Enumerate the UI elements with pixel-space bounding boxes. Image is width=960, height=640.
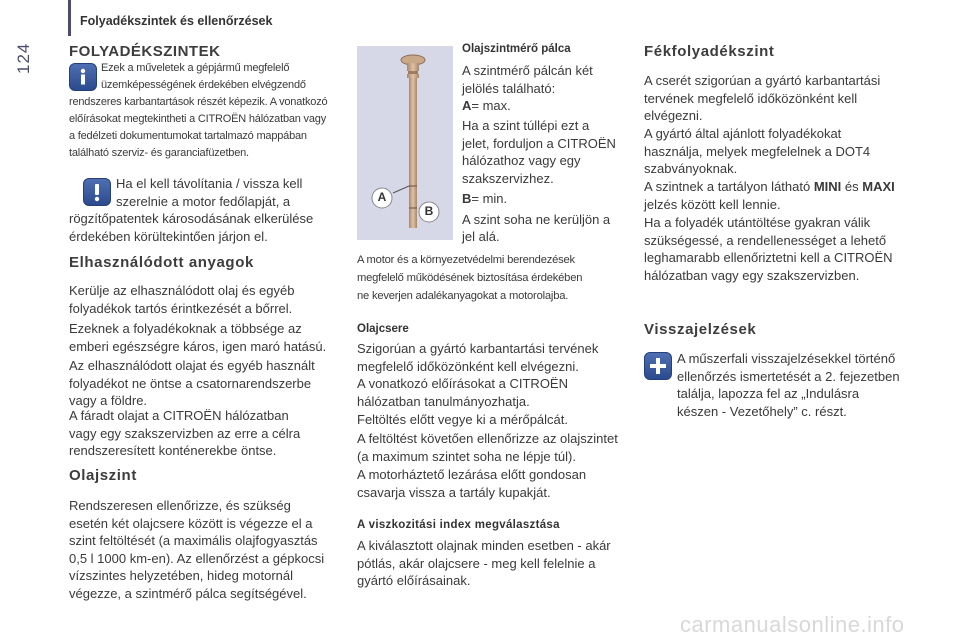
text-run: és bbox=[841, 179, 863, 194]
dipstick-paragraph-2 bbox=[462, 117, 642, 187]
text-line: ellenőrzés ismertetését a 2. fejezetben bbox=[677, 368, 900, 384]
warning-line: rögzítőpatentek károsodásának elkerülése bbox=[69, 211, 314, 226]
text-line: folyadékok tartós érintkezését a bőrrel. bbox=[69, 300, 293, 316]
text-line: jelzés között kell lennie. bbox=[644, 196, 781, 212]
max-key: A bbox=[462, 98, 472, 113]
used-paragraph-2 bbox=[69, 320, 354, 355]
text-line: A feltöltést követően ellenőrizze az olajszintet bbox=[357, 431, 618, 446]
text-line: jelölés található: bbox=[462, 80, 556, 96]
warning-line: szerelnie a motor fedőlapját, a bbox=[116, 193, 291, 209]
page-number-wrap bbox=[4, 40, 44, 80]
max-text: = max. bbox=[471, 98, 511, 113]
section-title-brake bbox=[644, 43, 774, 60]
dipstick-title: Olajszintmérő pálca bbox=[462, 43, 571, 55]
max-line bbox=[462, 97, 632, 115]
min-line bbox=[462, 190, 632, 208]
text-line: hálózatban tanulmányozhatja. bbox=[357, 393, 530, 409]
info-note-line: rendszeres karbantartások részét képezik. A vonatkozó bbox=[69, 96, 328, 108]
text-line: találja, lapozza fel az „Indulásra bbox=[677, 386, 860, 401]
dipstick-drawing bbox=[357, 46, 453, 240]
text-line: Feltöltés előtt vegye ki a mérőpálcát. bbox=[357, 412, 568, 427]
text-line: A műszerfali visszajelzésekkel történő bbox=[677, 351, 896, 366]
brake-fluid-title: Fékfolyadékszint bbox=[644, 43, 775, 60]
text-line: folyadékot ne öntse a csatornarendszerbe bbox=[69, 375, 312, 391]
text-line: A motor és a környezetvédelmi berendezések bbox=[357, 254, 575, 266]
indicators-title: Visszajelzések bbox=[644, 321, 757, 338]
indicators-paragraph bbox=[677, 350, 927, 420]
mini-mark: MINI bbox=[813, 179, 842, 194]
info-icon-glyph bbox=[70, 64, 96, 90]
used-paragraph-3 bbox=[69, 357, 354, 410]
section-title-oil bbox=[69, 467, 137, 484]
info-note-line: a fedélzeti dokumentumokat tartalmazó mappában bbox=[69, 130, 307, 142]
brake-paragraph-1 bbox=[644, 72, 924, 125]
text-line: végezze, a szintmérő pálca segítségével. bbox=[69, 585, 307, 601]
text-line: szakszervizhez. bbox=[462, 170, 554, 186]
label-a: A bbox=[377, 190, 387, 204]
text-line: pótlás, akár olajcsere - meg kell felelnie a bbox=[357, 555, 596, 571]
text-line: Ha a folyadék utántöltése gyakran válik bbox=[644, 215, 871, 230]
text-line: Ezeknek a folyadékoknak a többsége az bbox=[69, 321, 302, 336]
text-line: szint feltöltését (a maximális olajfogyasztás bbox=[69, 533, 318, 548]
text-line: vagy a földre. bbox=[69, 393, 148, 408]
running-title: Folyadékszintek és ellenőrzések bbox=[80, 14, 273, 28]
plus-icon-glyph bbox=[645, 353, 671, 379]
text-line: A szintmérő pálcán két bbox=[462, 63, 593, 78]
text-line: készen - Vezetőhely” c. részt. bbox=[677, 403, 847, 419]
text-line: jel alá. bbox=[462, 229, 500, 244]
oil-change-paragraph-1 bbox=[357, 340, 642, 410]
text-line: tervének megfelelő időközönként kell bbox=[644, 90, 858, 106]
label-b: B bbox=[424, 204, 434, 218]
text-line: esetén két olajcsere között is végezze el a bbox=[69, 515, 313, 531]
text-line: gyártó előírásainak. bbox=[357, 573, 471, 588]
text-line: 0,5 l 1000 km-en). Az ellenőrzést a gépkocsi bbox=[69, 550, 325, 566]
text-line: Ha a szint túllépi ezt a bbox=[462, 118, 590, 133]
info-icon bbox=[69, 63, 97, 91]
section-title-fluids bbox=[69, 43, 220, 60]
dipstick-paragraph-1 bbox=[462, 62, 632, 115]
fluids-title: FOLYADÉKSZINTEK bbox=[69, 43, 221, 60]
oil-change-paragraph-4 bbox=[357, 466, 642, 501]
page-number: 124 bbox=[14, 42, 33, 74]
warning-line: érdekében körültekintően járjon el. bbox=[69, 228, 268, 244]
text-line: Az elhasználódott olajat és egyéb használt bbox=[69, 358, 315, 373]
used-paragraph-1 bbox=[69, 282, 354, 317]
dipstick-paragraph-3 bbox=[462, 190, 632, 246]
text-line: A fáradt olajat a CITROËN hálózatban bbox=[69, 408, 289, 423]
oil-change-paragraph-2 bbox=[357, 411, 642, 429]
info-note-head bbox=[101, 60, 351, 94]
additive-note bbox=[357, 251, 637, 305]
text-line: (a maximum szintet soha ne lépje túl). bbox=[357, 448, 576, 464]
plus-icon bbox=[644, 352, 672, 380]
warning-line: Ha el kell távolítania / vissza kell bbox=[116, 176, 303, 191]
oil-paragraph-1 bbox=[69, 497, 359, 602]
text-run: A szintnek a tartályon látható bbox=[644, 179, 814, 194]
text-line: ne keverjen adalékanyagokat a motorolajba. bbox=[357, 290, 569, 302]
text-line: elvégezni. bbox=[644, 108, 703, 123]
text-line: emberi egészségre káros, igen maró hatású. bbox=[69, 338, 327, 354]
text-line: A gyártó által ajánlott folyadékokat bbox=[644, 126, 842, 141]
info-note-line: üzemképességének érdekében elvégzendő bbox=[101, 79, 306, 91]
text-line: vagy egy szakszervizben az erre a célra bbox=[69, 425, 301, 441]
info-note-line: előírásokat megtekintheti a CITROËN hálózatban vagy bbox=[69, 113, 326, 125]
watermark: carmanualsonline.info bbox=[680, 612, 905, 637]
info-note-line: Ezek a műveletek a gépjármű megfelelő bbox=[101, 62, 290, 74]
exclamation-icon-glyph bbox=[84, 179, 110, 205]
text-line: Rendszeresen ellenőrizze, és szükség bbox=[69, 498, 291, 513]
text-line: jelet, forduljon a CITROËN bbox=[462, 135, 616, 151]
info-note-body bbox=[69, 94, 354, 162]
text-line: szükségessé, a rendellenességet a lehető bbox=[644, 232, 887, 248]
oil-change-paragraph-3 bbox=[357, 430, 642, 465]
text-line: A kiválasztott olajnak minden esetben - akár bbox=[357, 538, 611, 553]
used-paragraph-4 bbox=[69, 407, 354, 460]
text-line: Szigorúan a gyártó karbantartási tervének bbox=[357, 341, 599, 356]
text-line: A cserét szigorúan a gyártó karbantartási bbox=[644, 73, 881, 88]
text-line: hálózatban vagy egy szakszervizben. bbox=[644, 267, 860, 283]
text-line: Kerülje az elhasználódott olaj és egyéb bbox=[69, 283, 295, 298]
used-materials-title: Elhasználódott anyagok bbox=[69, 254, 254, 271]
viscosity-title: A viszkozitási index megválasztása bbox=[357, 519, 560, 531]
section-title-used bbox=[69, 254, 254, 271]
text-line: megfelelő működésének biztosítása érdekében bbox=[357, 272, 583, 284]
warning-note-head bbox=[116, 175, 356, 210]
text-line: leghamarabb ellenőriztetni kell a CITROËN bbox=[644, 250, 893, 265]
oil-change-title: Olajcsere bbox=[357, 323, 409, 335]
oil-level-title: Olajszint bbox=[69, 467, 137, 484]
text-line: csavarja vissza a tartály kupakját. bbox=[357, 484, 551, 500]
text-line: A szint soha ne kerüljön a bbox=[462, 211, 611, 227]
min-key: B bbox=[462, 191, 472, 206]
dipstick-illustration bbox=[357, 46, 453, 240]
brake-paragraph-4 bbox=[644, 214, 929, 284]
warning-note-body bbox=[69, 210, 354, 245]
viscosity-paragraph bbox=[357, 537, 642, 590]
min-text: = min. bbox=[471, 191, 508, 206]
text-line: A motorháztető lezárása előtt gondosan bbox=[357, 467, 587, 482]
info-note-line: található szerviz- és garanciafüzetben. bbox=[69, 147, 249, 159]
text-line: rendszeresített konténerekbe öntse. bbox=[69, 443, 277, 458]
page-edge-bar bbox=[68, 0, 71, 36]
text-line: szabványoknak. bbox=[644, 161, 738, 176]
section-title-indicators bbox=[644, 321, 756, 338]
brake-paragraph-3 bbox=[644, 178, 929, 213]
text-line: A vonatkozó előírásokat a CITROËN bbox=[357, 376, 568, 391]
maxi-mark: MAXI bbox=[862, 179, 895, 194]
brake-paragraph-2 bbox=[644, 125, 924, 178]
brake-level-line bbox=[644, 178, 929, 196]
text-line: hálózathoz vagy egy bbox=[462, 153, 581, 168]
text-line: megfelelő időközönként kell elvégezni. bbox=[357, 358, 579, 374]
exclamation-icon bbox=[83, 178, 111, 206]
text-line: használja, melyek megfelelnek a DOT4 bbox=[644, 143, 871, 159]
text-line: vízszintes helyzetében, hideg motornál bbox=[69, 568, 294, 583]
